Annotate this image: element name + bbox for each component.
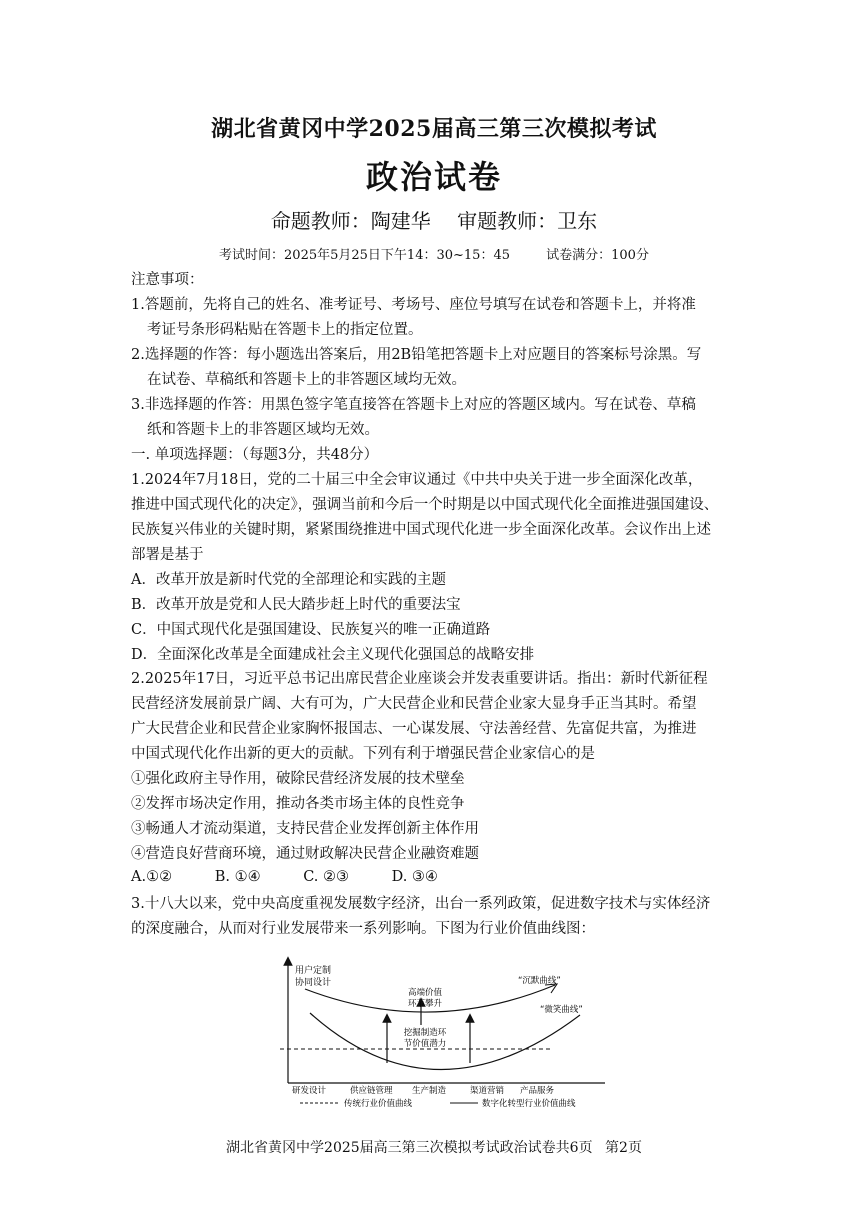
q1-option-b: B．改革开放是党和人民大踏步赶上时代的重要法宝 — [131, 597, 461, 613]
reviewer-name: 审题教师：卫东 — [457, 209, 598, 233]
q2-item-4: ④营造良好营商环境，通过财政解决民营企业融资难题 — [131, 846, 479, 862]
subject-title: 政治试卷 — [365, 158, 502, 196]
q1-stem-line: 1.2024年7月18日，党的二十届三中全会审议通过《中共中央关于进一步全面深化改革， — [131, 472, 703, 488]
q2-item-1: ①强化政府主导作用，破除民营经济发展的技术壁垒 — [131, 771, 465, 787]
footer-page-number: 第2页 — [605, 1140, 642, 1156]
notice-item-1-cont: 考证号条形码粘贴在答题卡上的指定位置。 — [147, 322, 423, 338]
inner-label-line2: 节价值潜力 — [403, 1039, 447, 1049]
q3-stem-line: 的深度融合，从而对行业发展带来一系列影响。下图为行业价值曲线图： — [131, 921, 595, 937]
q2-option-a: A.①② — [131, 869, 173, 885]
setter-name: 命题教师：陶建华 — [270, 209, 431, 233]
industry-value-curve-figure — [270, 955, 610, 1110]
notice-item-2-cont: 在试卷、草稿纸和答题卡上的非答题区域均无效。 — [147, 372, 466, 388]
notice-item-3: 3.非选择题的作答：用黑色签字笔直接答在答题卡上对应的答题区域内。写在试卷、草稿 — [131, 397, 696, 413]
q1-stem-line: 部署是基于 — [131, 547, 204, 563]
q1-option-a: A．改革开放是新时代党的全部理论和实践的主题 — [131, 572, 446, 588]
legend-solid-label: 数字化转型行业价值曲线 — [482, 1099, 576, 1109]
ylabel-line1: 用户定制 — [295, 966, 332, 976]
stage-label: 研发设计 — [292, 1086, 327, 1096]
stage-label: 供应链管理 — [350, 1086, 393, 1096]
q1-stem-line: 推进中国式现代化的决定》，强调当前和今后一个时期是以中国式现代化全面推进强国建设、 — [131, 497, 719, 513]
silent-curve-label: “沉默曲线” — [518, 976, 561, 986]
notice-heading: 注意事项： — [131, 272, 204, 288]
q2-option-d: D. ③④ — [391, 869, 438, 885]
section-heading: 一. 单项选择题：（每题3分，共48分） — [131, 447, 379, 463]
notice-item-2: 2.选择题的作答：每小题选出答案后，用2B铅笔把答题卡上对应题目的答案标号涂黑。写 — [131, 347, 702, 363]
q1-stem-line: 民族复兴伟业的关键时期，紧紧围绕推进中国式现代化进一步全面深化改革。会议作出上述 — [131, 522, 711, 538]
inner-label-line1: 挖掘制造环 — [403, 1028, 447, 1038]
q2-option-b: B. ①④ — [214, 869, 261, 885]
q2-item-3: ③畅通人才流动渠道，支持民营企业发挥创新主体作用 — [131, 821, 479, 837]
page-footer — [0, 1137, 868, 1157]
q2-stem-line: 民营经济发展前景广阔、大有可为，广大民营企业和民营企业家大显身手正当其时。希望 — [131, 696, 697, 712]
stage-label: 产品服务 — [520, 1086, 555, 1096]
q2-option-c: C. ②③ — [303, 869, 349, 885]
teachers-line — [0, 205, 868, 234]
q3-stem-line: 3.十八大以来，党中央高度重视发展数字经济，出台一系列政策，促进数字技术与实体经济 — [131, 896, 711, 912]
exam-title: 湖北省黄冈中学2025届高三第三次模拟考试 — [211, 116, 657, 142]
exam-meta — [0, 244, 868, 263]
mid-label-line2: 环节攀升 — [407, 999, 443, 1009]
notice-item-1: 1.答题前，先将自己的姓名、准考证号、考场号、座位号填写在试卷和答题卡上，并将准 — [131, 297, 696, 313]
notice-item-3-cont: 纸和答题卡上的非答题区域均无效。 — [147, 422, 379, 438]
q2-stem-line: 中国式现代化作出新的更大的贡献。下列有利于增强民营企业家信心的是 — [131, 746, 595, 762]
footer-text: 湖北省黄冈中学2025届高三第三次模拟考试政治试卷共6页 — [226, 1140, 593, 1156]
q2-stem-line: 2.2025年17日，习近平总书记出席民营企业座谈会并发表重要讲话。指出：新时代新征程 — [131, 671, 708, 687]
mid-label-line1: 高端价值 — [407, 988, 443, 998]
exam-time: 考试时间：2025年5月25日下午14：30~15：45 — [219, 248, 510, 263]
stage-label: 渠道营销 — [470, 1086, 505, 1096]
legend-dashed-label: 传统行业价值曲线 — [344, 1099, 413, 1109]
ylabel-line2: 协同设计 — [295, 978, 332, 988]
full-score: 试卷满分：100分 — [546, 248, 649, 263]
q1-option-c: C．中国式现代化是强国建设、民族复兴的唯一正确道路 — [131, 622, 491, 638]
q1-option-d: D．全面深化改革是全面建成社会主义现代化强国总的战略安排 — [131, 647, 535, 663]
smile-curve-label: “微笑曲线” — [540, 1005, 583, 1015]
q2-stem-line: 广大民营企业和民营企业家胸怀报国志、一心谋发展、守法善经营、先富促共富，为推进 — [131, 721, 697, 737]
q2-item-2: ②发挥市场决定作用，推动各类市场主体的良性竞争 — [131, 796, 465, 812]
stage-label: 生产制造 — [412, 1086, 447, 1096]
q2-options — [131, 869, 476, 885]
